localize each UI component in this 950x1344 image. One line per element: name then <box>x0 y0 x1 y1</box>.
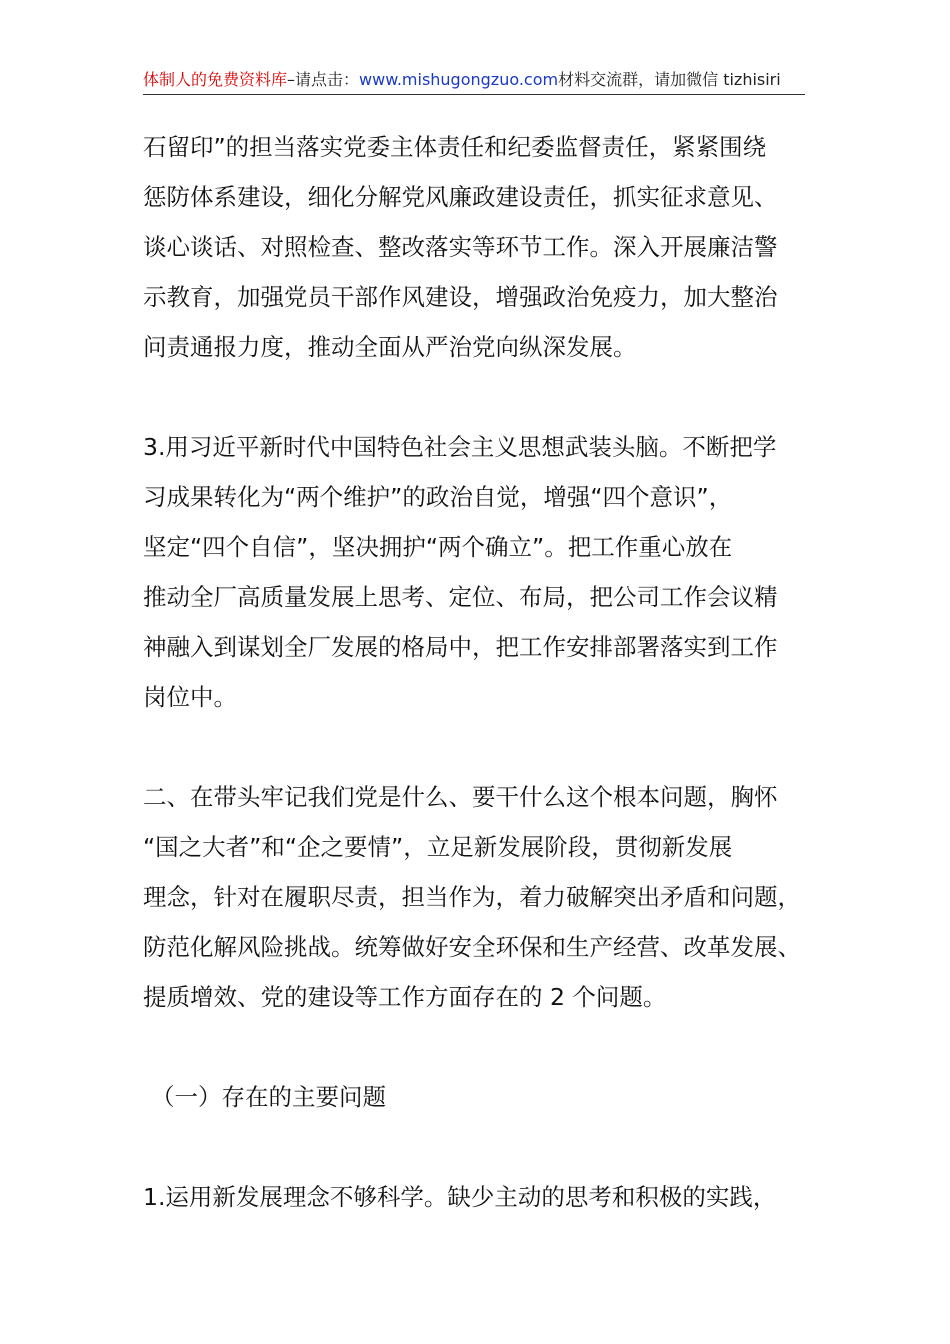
page-header <box>143 66 805 95</box>
text-line: 惩防体系建设，细化分解党风廉政建设责任，抓实征求意见、 <box>143 183 778 211</box>
text-line: 习成果转化为“两个维护”的政治自觉，增强“四个意识”， <box>143 483 733 511</box>
header-site-name: 体制人的免费资料库 <box>143 70 288 89</box>
text-line: 谈心谈话、对照检查、整改落实等环节工作。深入开展廉洁警 <box>143 233 778 261</box>
header-click-prompt: –请点击： <box>287 70 360 89</box>
text-line: 推动全厂高质量发展上思考、定位、布局，把公司工作会议精 <box>143 583 778 611</box>
document-body <box>143 122 823 1272</box>
text-line: 神融入到谋划全厂发展的格局中，把工作安排部署落实到工作 <box>143 633 778 661</box>
paragraph-item-3 <box>143 422 823 722</box>
text-line: 岗位中。 <box>143 683 237 711</box>
text-line: 石留印”的担当落实党委主体责任和纪委监督责任，紧紧围绕 <box>143 133 767 161</box>
text-line: “国之大者”和“企之要情”，立足新发展阶段，贯彻新发展 <box>143 833 733 861</box>
text-line: 坚定“四个自信”，坚决拥护“两个确立”。把工作重心放在 <box>143 533 733 561</box>
text-line: （一）存在的主要问题 <box>151 1083 386 1111</box>
text-line: 二、在带头牢记我们党是什么、要干什么这个根本问题，胸怀 <box>143 783 778 811</box>
subheading-main-problems <box>143 1072 823 1122</box>
header-url-link[interactable]: www.mishugongzuo.com <box>359 70 559 89</box>
paragraph-problem-1 <box>143 1172 823 1222</box>
text-line: 理念，针对在履职尽责，担当作为，着力破解突出矛盾和问题， <box>143 883 801 911</box>
text-line: 防范化解风险挑战。统筹做好安全环保和生产经营、改革发展、 <box>143 933 801 961</box>
paragraph-section-2 <box>143 772 823 1022</box>
text-line: 问责通报力度，推动全面从严治党向纵深发展。 <box>143 333 637 361</box>
text-line: 3.用习近平新时代中国特色社会主义思想武装头脑。不断把学 <box>143 433 777 461</box>
header-wechat-text: 材料交流群，请加微信 tizhisiri <box>558 70 781 89</box>
text-line: 示教育，加强党员干部作风建设，增强政治免疫力，加大整治 <box>143 283 778 311</box>
text-line: 1.运用新发展理念不够科学。缺少主动的思考和积极的实践， <box>143 1183 777 1211</box>
paragraph-responsibility <box>143 122 823 372</box>
text-line: 提质增效、党的建设等工作方面存在的 2 个问题。 <box>143 983 667 1011</box>
